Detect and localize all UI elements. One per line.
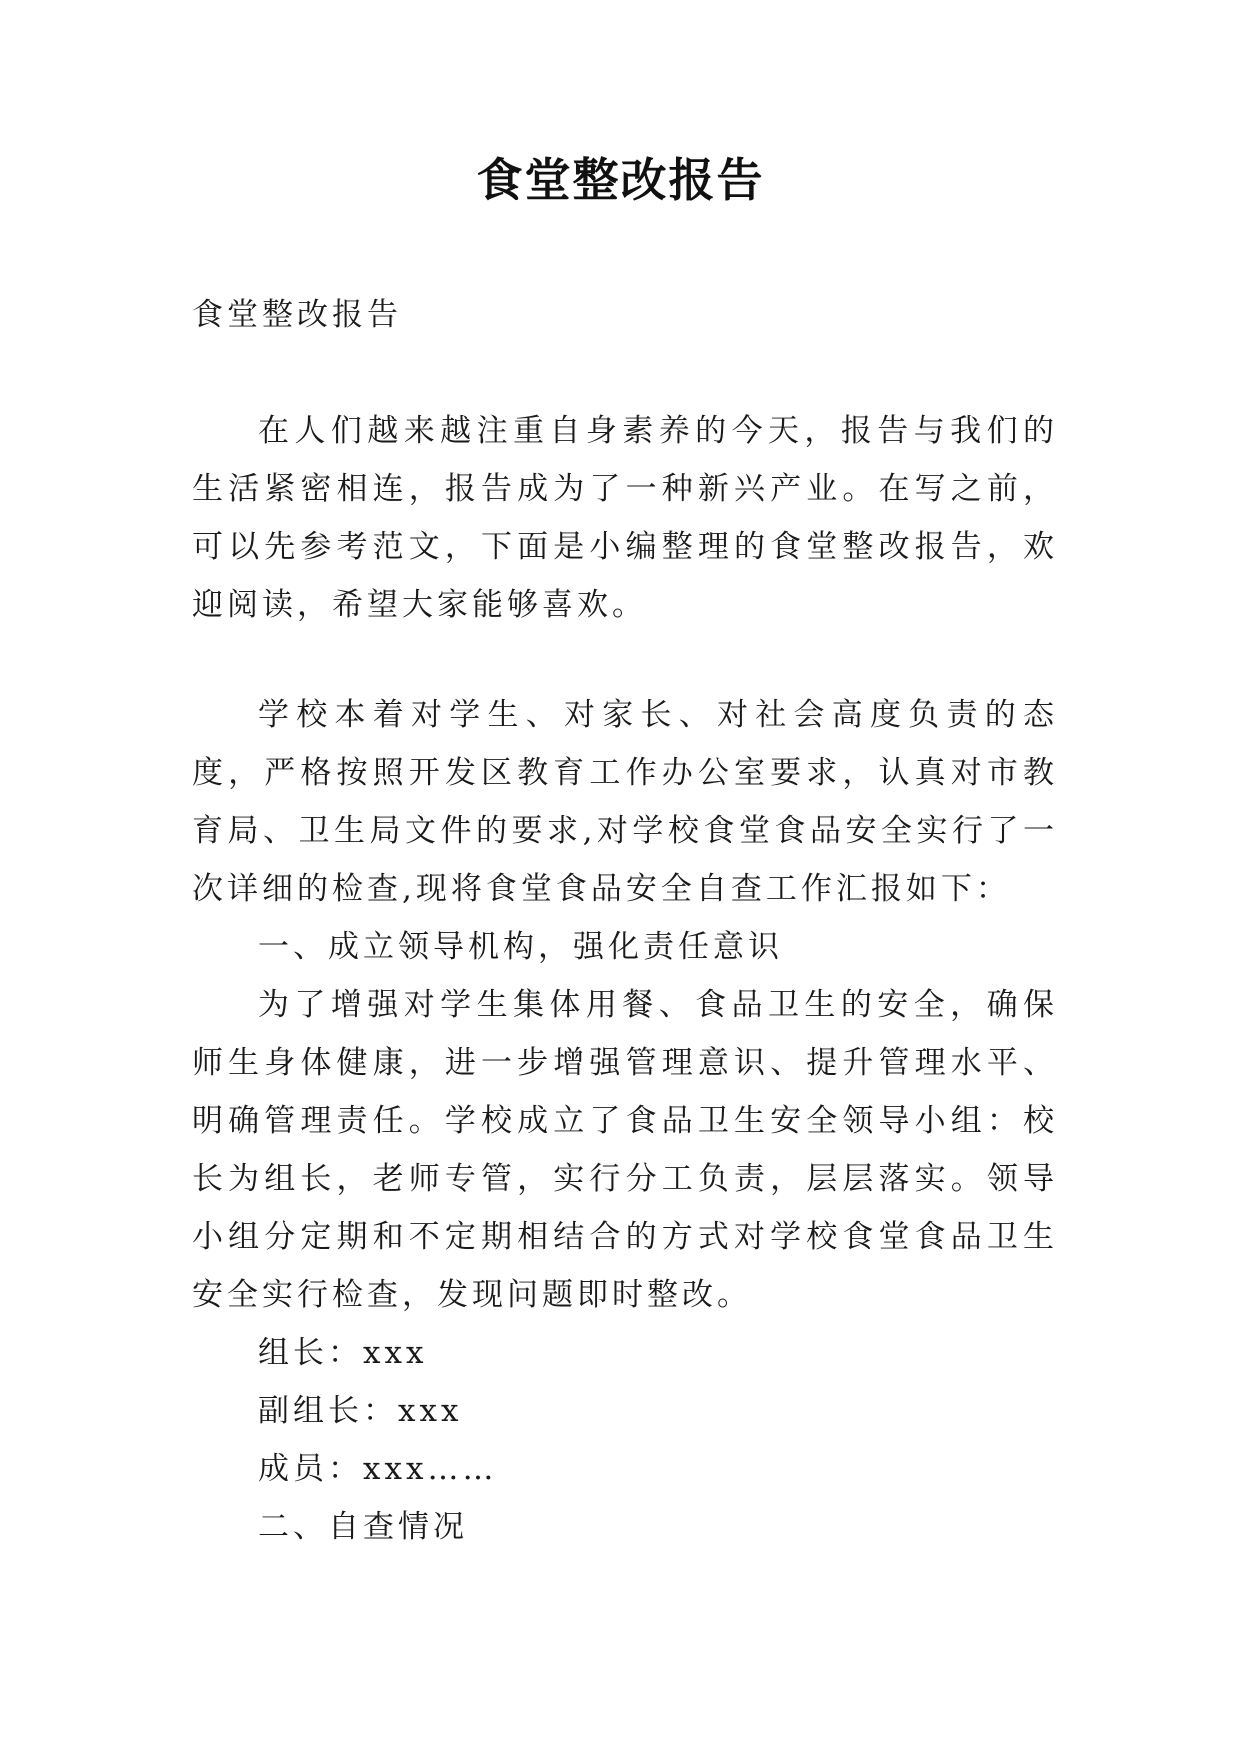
paragraph-spacer [192, 344, 1058, 402]
section-heading-2: 二、自查情况 [258, 1509, 468, 1545]
section-heading-1: 一、成立领导机构，强化责任意识 [258, 929, 783, 965]
body-paragraph: 学校本着对学生、对家长、对社会高度负责的态度，严格按照开发区教育工作办公室要求，认真对市教育局、卫生局文件的要求,对学校食堂食品安全实行了一次详细的检查,现将食堂食品安全自查工作汇报如下： [192, 697, 1058, 907]
document-body [192, 286, 1058, 1556]
members-line: 成员：xxx…… [258, 1451, 498, 1487]
document-title: 食堂整改报告 [476, 153, 765, 207]
document-subtitle: 食堂整改报告 [192, 297, 402, 333]
deputy-leader-line: 副组长：xxx [258, 1393, 463, 1429]
intro-paragraph: 在人们越来越注重自身素养的今天，报告与我们的生活紧密相连，报告成为了一种新兴产业。在写之前，可以先参考范文，下面是小编整理的食堂整改报告，欢迎阅读，希望大家能够喜欢。 [192, 413, 1058, 623]
body-paragraph: 为了增强对学生集体用餐、食品卫生的安全，确保师生身体健康，进一步增强管理意识、提升管理水平、明确管理责任。学校成立了食品卫生安全领导小组：校长为组长，老师专管，实行分工负责，层层落实。领导小组分定期和不定期相结合的方式对学校食堂食品卫生安全实行检查，发现问题即时整改。 [192, 987, 1058, 1313]
paragraph-spacer [192, 634, 1058, 686]
team-leader-line: 组长：xxx [258, 1335, 428, 1371]
